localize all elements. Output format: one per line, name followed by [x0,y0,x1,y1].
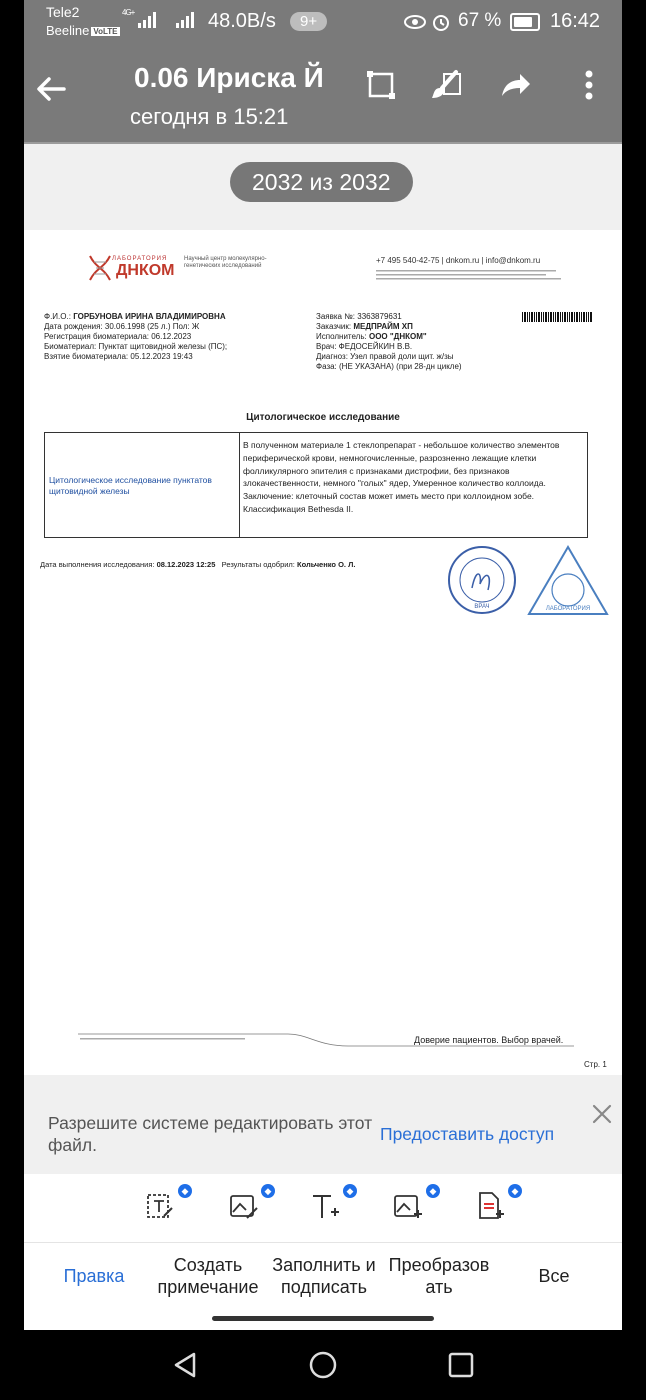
request-row [316,312,586,322]
crop-icon[interactable] [364,68,398,102]
logo-name: ДНКОМ [116,262,175,279]
request-label: Заявка №: [316,312,356,321]
logo-lab-text: ЛАБОРАТОРИЯ [112,256,168,262]
volte-badge: VoLTE [93,27,118,37]
close-icon[interactable] [590,1102,614,1126]
fio-label: Ф.И.О.: [44,312,71,321]
doctor-stamp-icon [446,544,518,616]
more-icon[interactable] [572,68,606,102]
license-fine-print [80,1036,250,1042]
brush-icon[interactable] [428,68,462,102]
home-indicator [212,1316,434,1321]
customer-label: Заказчик: [316,322,352,331]
approved-by: Кольченко О. Л. [297,560,356,569]
patient-taken: Взятие биоматериала: 05.12.2023 19:43 [44,352,193,361]
permission-banner [24,1092,622,1174]
signal-icon-2 [176,12,194,28]
edit-image-icon[interactable] [227,1190,259,1222]
pro-badge-5: ◆ [508,1184,522,1198]
clock: 16:42 [550,10,601,32]
notification-count: 9+ [290,12,327,31]
navigation-bar [0,1330,646,1400]
banner-text: Разрешите системе редактировать этот файл. [48,1113,373,1155]
nav-recents-icon[interactable] [446,1350,476,1380]
study-conclusion: Заключение: клеточный состав может иметь место при коллоидном зобе. Классификация Bethesda II. [243,491,535,514]
page-counter: 2032 из 2032 [230,162,413,202]
document-page[interactable] [24,230,622,1075]
doctor-row: Врач: ФЕДОСЕЙКИН В.В. [316,342,413,351]
signal-icon [138,12,156,28]
tab-fill-and-sign[interactable]: Заполнить и подписать [272,1255,376,1297]
patient-registration: Регистрация биоматериала: 06.12.2023 [44,332,192,341]
eye-icon [404,14,426,30]
network-speed: 48.0B/s [208,10,276,32]
completion-row [40,560,510,569]
add-image-icon[interactable] [392,1190,424,1222]
customer-row [316,322,586,332]
stamp1-text: ВРАЧ [474,604,490,610]
study-title: Цитологическое исследование [246,412,400,423]
chat-title: 0.06 Ириска Й [134,62,324,93]
status-bar [24,0,622,48]
stamp2-text: ЛАБОРАТОРИЯ [545,606,591,612]
study-name: Цитологическое исследование пунктатов щитовидной железы [49,475,212,496]
pro-badge-3: ◆ [343,1184,357,1198]
edit-toolbar [24,1174,622,1330]
patient-name: ГОРБУНОВА ИРИНА ВЛАДИМИРОВНА [73,312,226,321]
study-result-cell [243,439,583,516]
toolbar-divider [24,1242,622,1243]
page-number: Стр. 1 [584,1060,607,1069]
executor-row [316,332,586,342]
app-bar [24,48,622,142]
order-info [316,312,586,372]
lab-contacts: +7 495 540-42-75 | dnkom.ru | info@dnkom.ru [376,256,541,265]
pro-badge-1: ◆ [178,1184,192,1198]
centre-description: Научный центр молекулярно-генетических исследований [184,256,267,269]
phone-screen [24,0,622,1330]
phase-row: Фаза: (НЕ УКАЗАНА) (при 28-дн цикле) [316,362,462,371]
request-number: 3363879631 [357,312,402,321]
carrier-1: Tele2 [46,4,80,20]
patient-biomaterial: Биоматериал: Пунктат щитовидной железы (ПС); [44,342,228,351]
header-divider [24,142,622,144]
patient-fio-row [44,312,344,322]
executor-name: ООО "ДНКОМ" [368,332,427,341]
tab-convert[interactable]: Преобразов ать [388,1255,490,1297]
back-arrow-icon[interactable] [34,72,68,106]
done-label: Дата выполнения исследования: [40,560,155,569]
patient-info [44,312,344,362]
address-fine-print [376,268,566,282]
study-name-cell [45,433,240,537]
study-result: В полученном материале 1 стеклопрепарат - небольшое количество элементов периферической крови, немногочисленные, разрозненно лежащие клетки фолликулярного эпителия с признаками дистрофии, без признаков злокачественности, немного "голых" ядер, Умеренное количество коллоида. [243,440,560,489]
done-date: 08.12.2023 12:25 [156,560,216,569]
carrier-2 [46,23,120,38]
tab-all[interactable]: Все [538,1266,570,1286]
tab-edit[interactable]: Правка [63,1266,125,1286]
add-page-icon[interactable] [474,1190,506,1222]
grant-access-button[interactable]: Предоставить доступ [380,1124,555,1144]
add-text-icon[interactable] [309,1190,341,1222]
nav-back-icon[interactable] [170,1350,200,1380]
tab-create-note[interactable]: Создать примечание [157,1255,259,1297]
edit-text-icon[interactable] [144,1190,176,1222]
chat-subtitle: сегодня в 15:21 [130,104,289,129]
footer-slogan: Доверие пациентов. Выбор врачей. [414,1035,564,1045]
battery-icon [510,13,540,31]
patient-birth: Дата рождения: 30.06.1998 (25 л.) Пол: Ж [44,322,200,331]
alarm-icon [431,12,451,32]
customer-name: МЕДПРАЙМ ХП [353,322,413,331]
share-icon[interactable] [498,68,532,102]
study-table [44,432,588,538]
executor-label: Исполнитель: [316,332,367,341]
lab-stamp-icon [526,544,610,618]
approved-label: Результаты одобрил: [221,560,295,569]
pro-badge-2: ◆ [261,1184,275,1198]
network-type: 4G+ [122,8,135,17]
pro-badge-4: ◆ [426,1184,440,1198]
battery-percent: 67 % [458,10,502,31]
nav-home-icon[interactable] [308,1350,338,1380]
carrier-2-label: Beeline [46,23,90,38]
diagnosis-row: Диагноз: Узел правой доли щит. ж/зы [316,352,454,361]
